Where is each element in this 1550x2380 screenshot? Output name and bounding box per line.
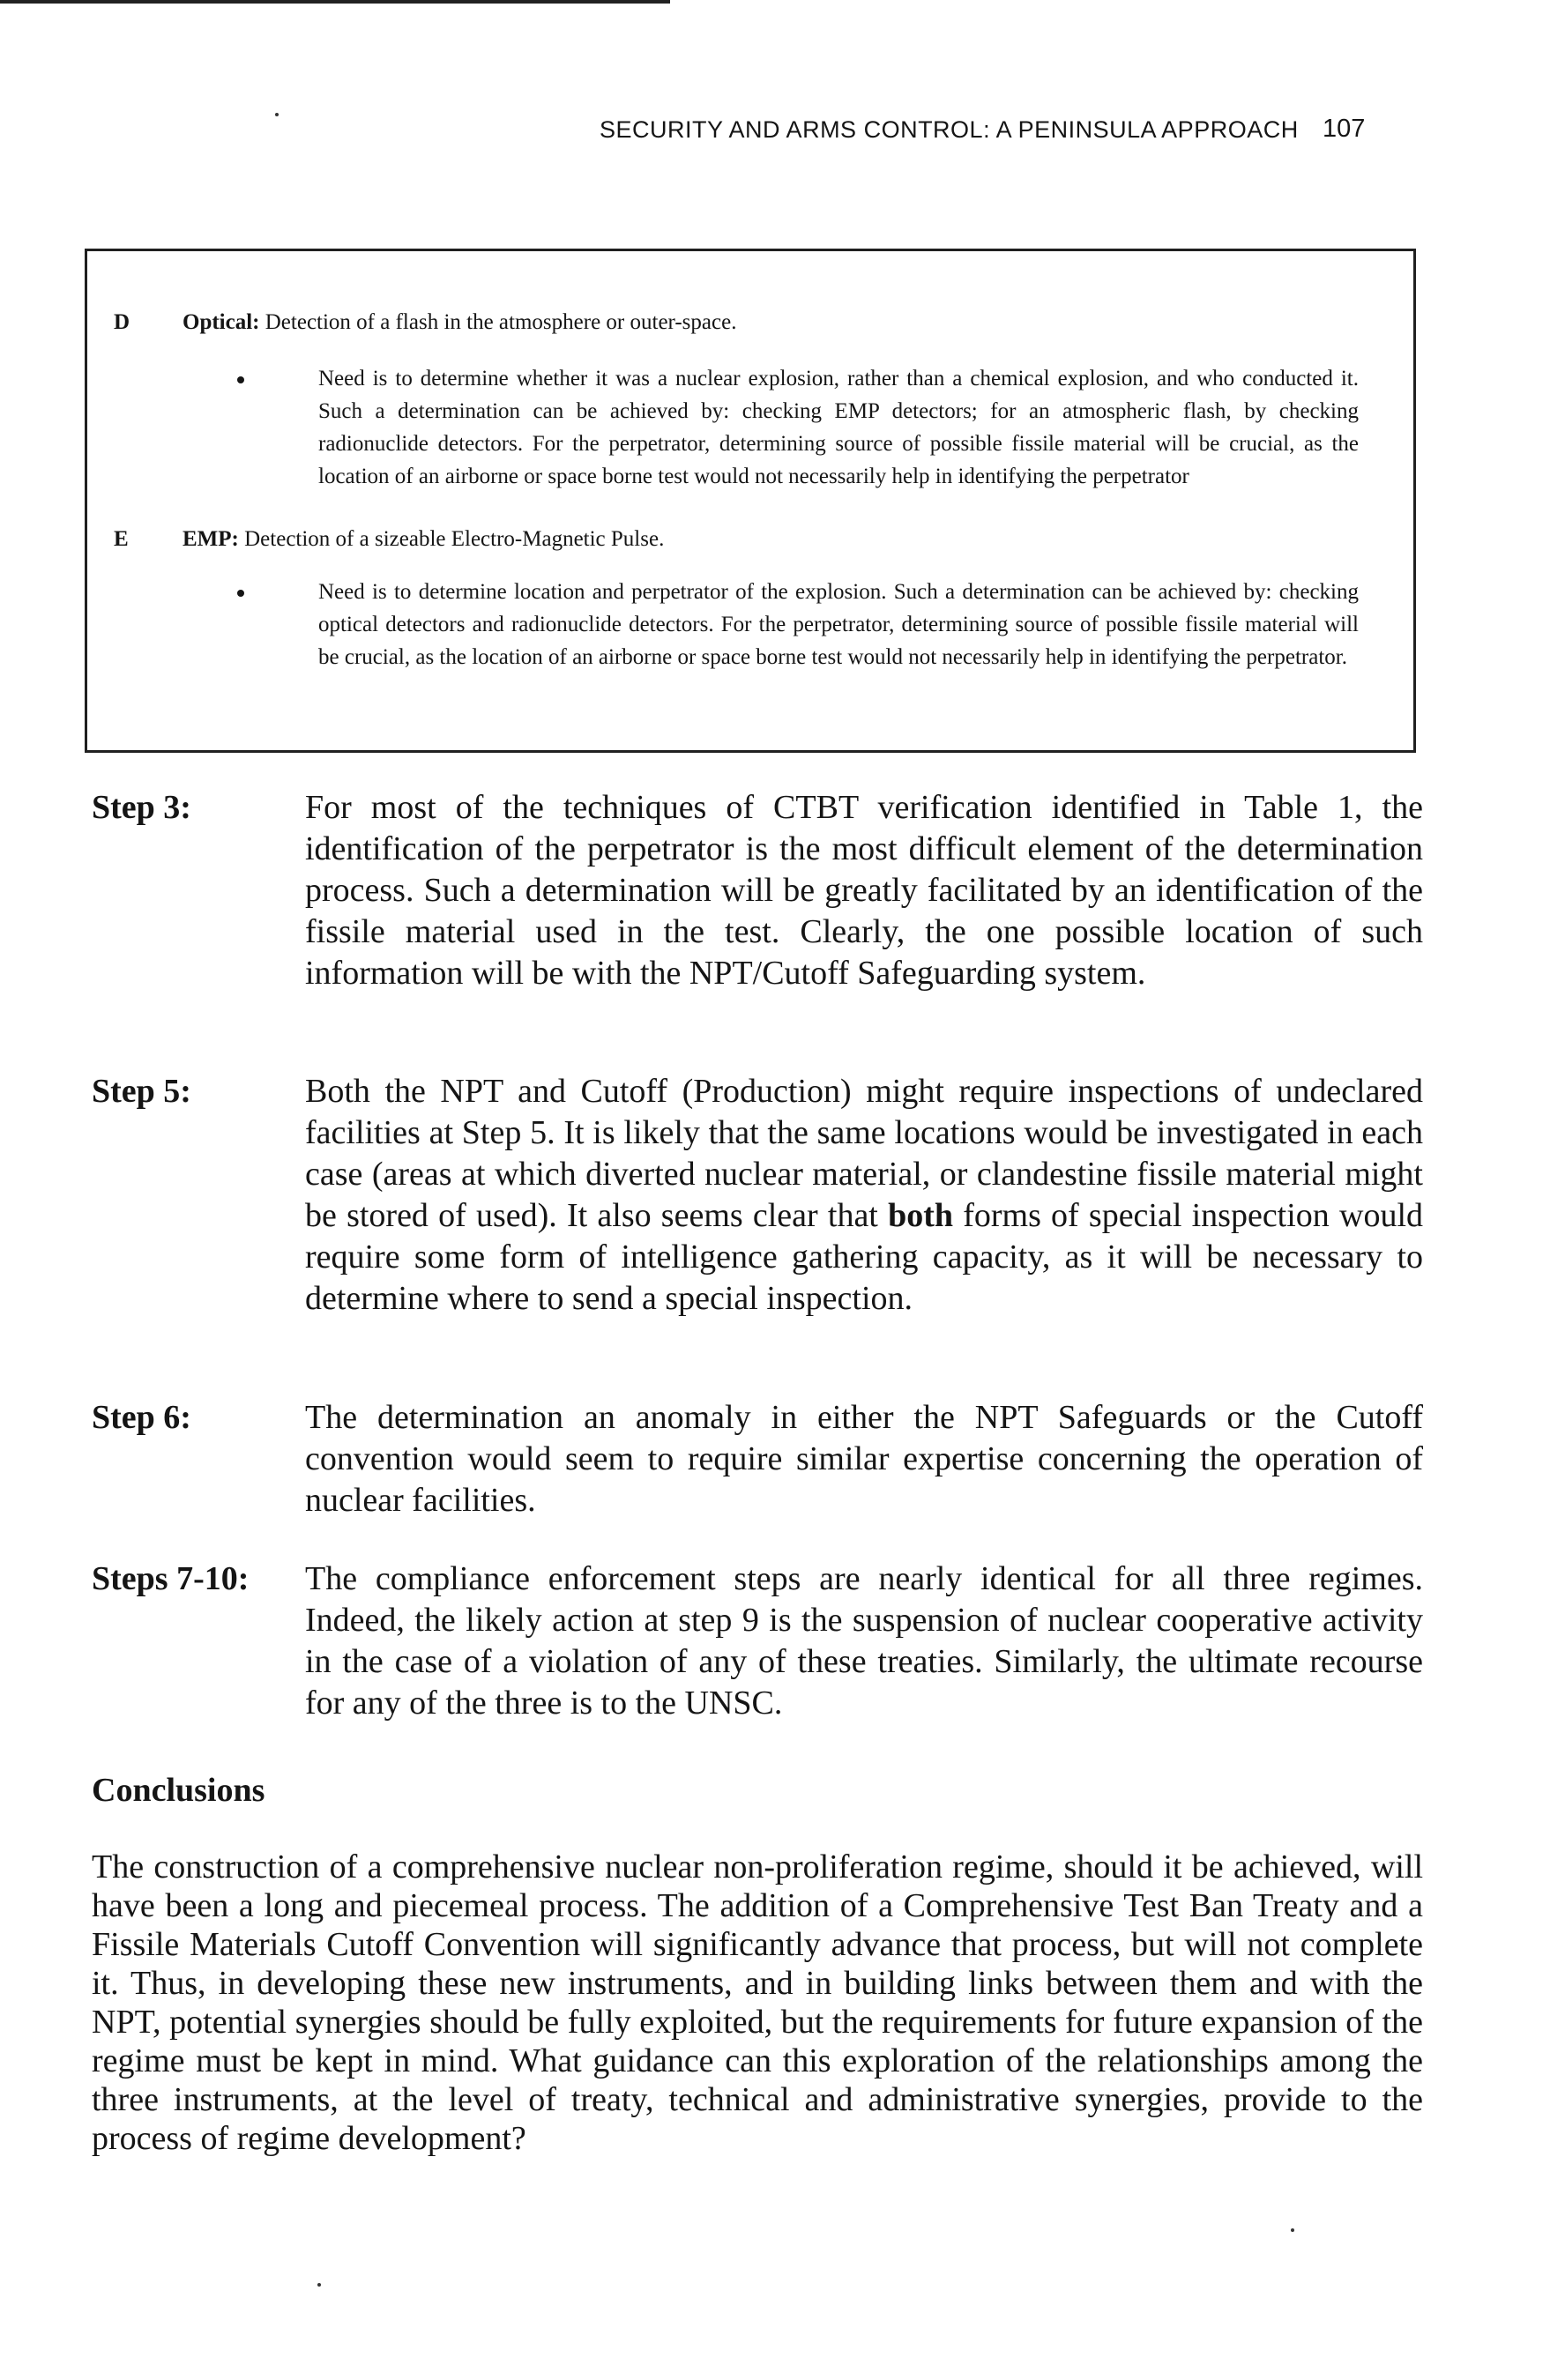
conclusions-paragraph: The construction of a comprehensive nuclear non-proliferation regime, should it be achieved, will have been a long and piecemeal process. The addition of a Comprehensive Test Ban Treaty and a Fissile Materials Cutoff Convention will significantly advance that process, but will not complete it. Thus, in developing these new instruments, and in building links between them and with the NPT, potential synergies should be fully exploited, but the requirements for future expansion of the regime must be kept in mind. What guidance can this exploration of the relationships among the three instruments, at the level of treaty, technical and administrative synergies, provide to the process of regime development? xyxy=(92,1848,1423,2157)
step-label: Step 3: xyxy=(92,789,191,826)
box-item-description: Detection of a sizeable Electro-Magnetic Pulse. xyxy=(238,527,665,551)
running-head: SECURITY AND ARMS CONTROL: A PENINSULA APPROACH xyxy=(600,116,1299,143)
step-text-part: forms of special inspection would require some form of intelligence gathering capacity, as it will be necessary to determine where to send a special inspection. xyxy=(305,1197,1423,1317)
box-item-letter: D xyxy=(114,310,130,334)
box-item-letter: E xyxy=(114,527,129,551)
box-item-title: EMP: xyxy=(183,527,239,551)
box-item-title-line xyxy=(183,523,664,555)
step-text-emphasis: both xyxy=(888,1197,953,1234)
step-label: Step 6: xyxy=(92,1399,191,1436)
top-edge-rule xyxy=(0,0,670,4)
page-header xyxy=(0,108,1550,152)
speck xyxy=(317,2283,321,2287)
box-item-bullet-text: Need is to determine location and perpetrator of the explosion. Such a determination can be achieved by: checking optical detectors and radionuclide detectors. For the perpetrator, determining source of possible fissile material will be crucial, as the location of an airborne or space borne test would not necessarily help in identifying the perpetrator. xyxy=(318,580,1359,669)
box-item-title: Optical: xyxy=(183,310,260,334)
box-item-bullet-text: Need is to determine whether it was a nuclear explosion, rather than a chemical explosion, and who conducted it. Such a determination can be achieved by: checking EMP detectors; for an atmospheric flash, by checking radionuclide detectors. For the perpetrator, determining source of possible fissile material will be crucial, as the location of an airborne or space borne test would not necessarily help in identifying the perpetrator xyxy=(318,367,1359,488)
conclusions-heading: Conclusions xyxy=(92,1772,265,1809)
step-text xyxy=(305,1071,1423,1320)
step-label: Steps 7-10: xyxy=(92,1560,250,1597)
step-text-part: Both the NPT and Cutoff (Production) might require inspections of undeclared facilities at Step 5. It is likely that the same locations would be investigated in each case (areas at which diverted nuclear material, or clandestine fissile material might be stored of used). It also seems clear that xyxy=(305,1073,1423,1234)
box-item-description: Detection of a flash in the atmosphere or outer-space. xyxy=(259,310,737,334)
bullet-icon xyxy=(237,590,244,597)
step-text: For most of the techniques of CTBT verification identified in Table 1, the identification of the perpetrator is the most difficult element of the determination process. Such a determination will be greatly facilitated by an identification of the fissile material used in the test. Clearly, the one possible location of such information will be with the NPT/Cutoff Safeguarding system. xyxy=(305,789,1423,992)
box-item-title-line xyxy=(183,306,736,338)
speck xyxy=(1291,2228,1294,2232)
step-text: The compliance enforcement steps are nearly identical for all three regimes. Indeed, the likely action at step 9 is the suspension of nuclear cooperative activity in the case of a violation of any of these treaties. Similarly, the ultimate recourse for any of the three is to the UNSC. xyxy=(305,1560,1423,1722)
step-label: Step 5: xyxy=(92,1073,191,1110)
page-number: 107 xyxy=(1323,115,1366,143)
speck xyxy=(275,113,279,116)
step-text: The determination an anomaly in either the NPT Safeguards or the Cutoff convention would seem to require similar expertise concerning the operation of nuclear facilities. xyxy=(305,1399,1423,1519)
bullet-icon xyxy=(237,376,244,383)
definitions-box xyxy=(85,249,1416,753)
